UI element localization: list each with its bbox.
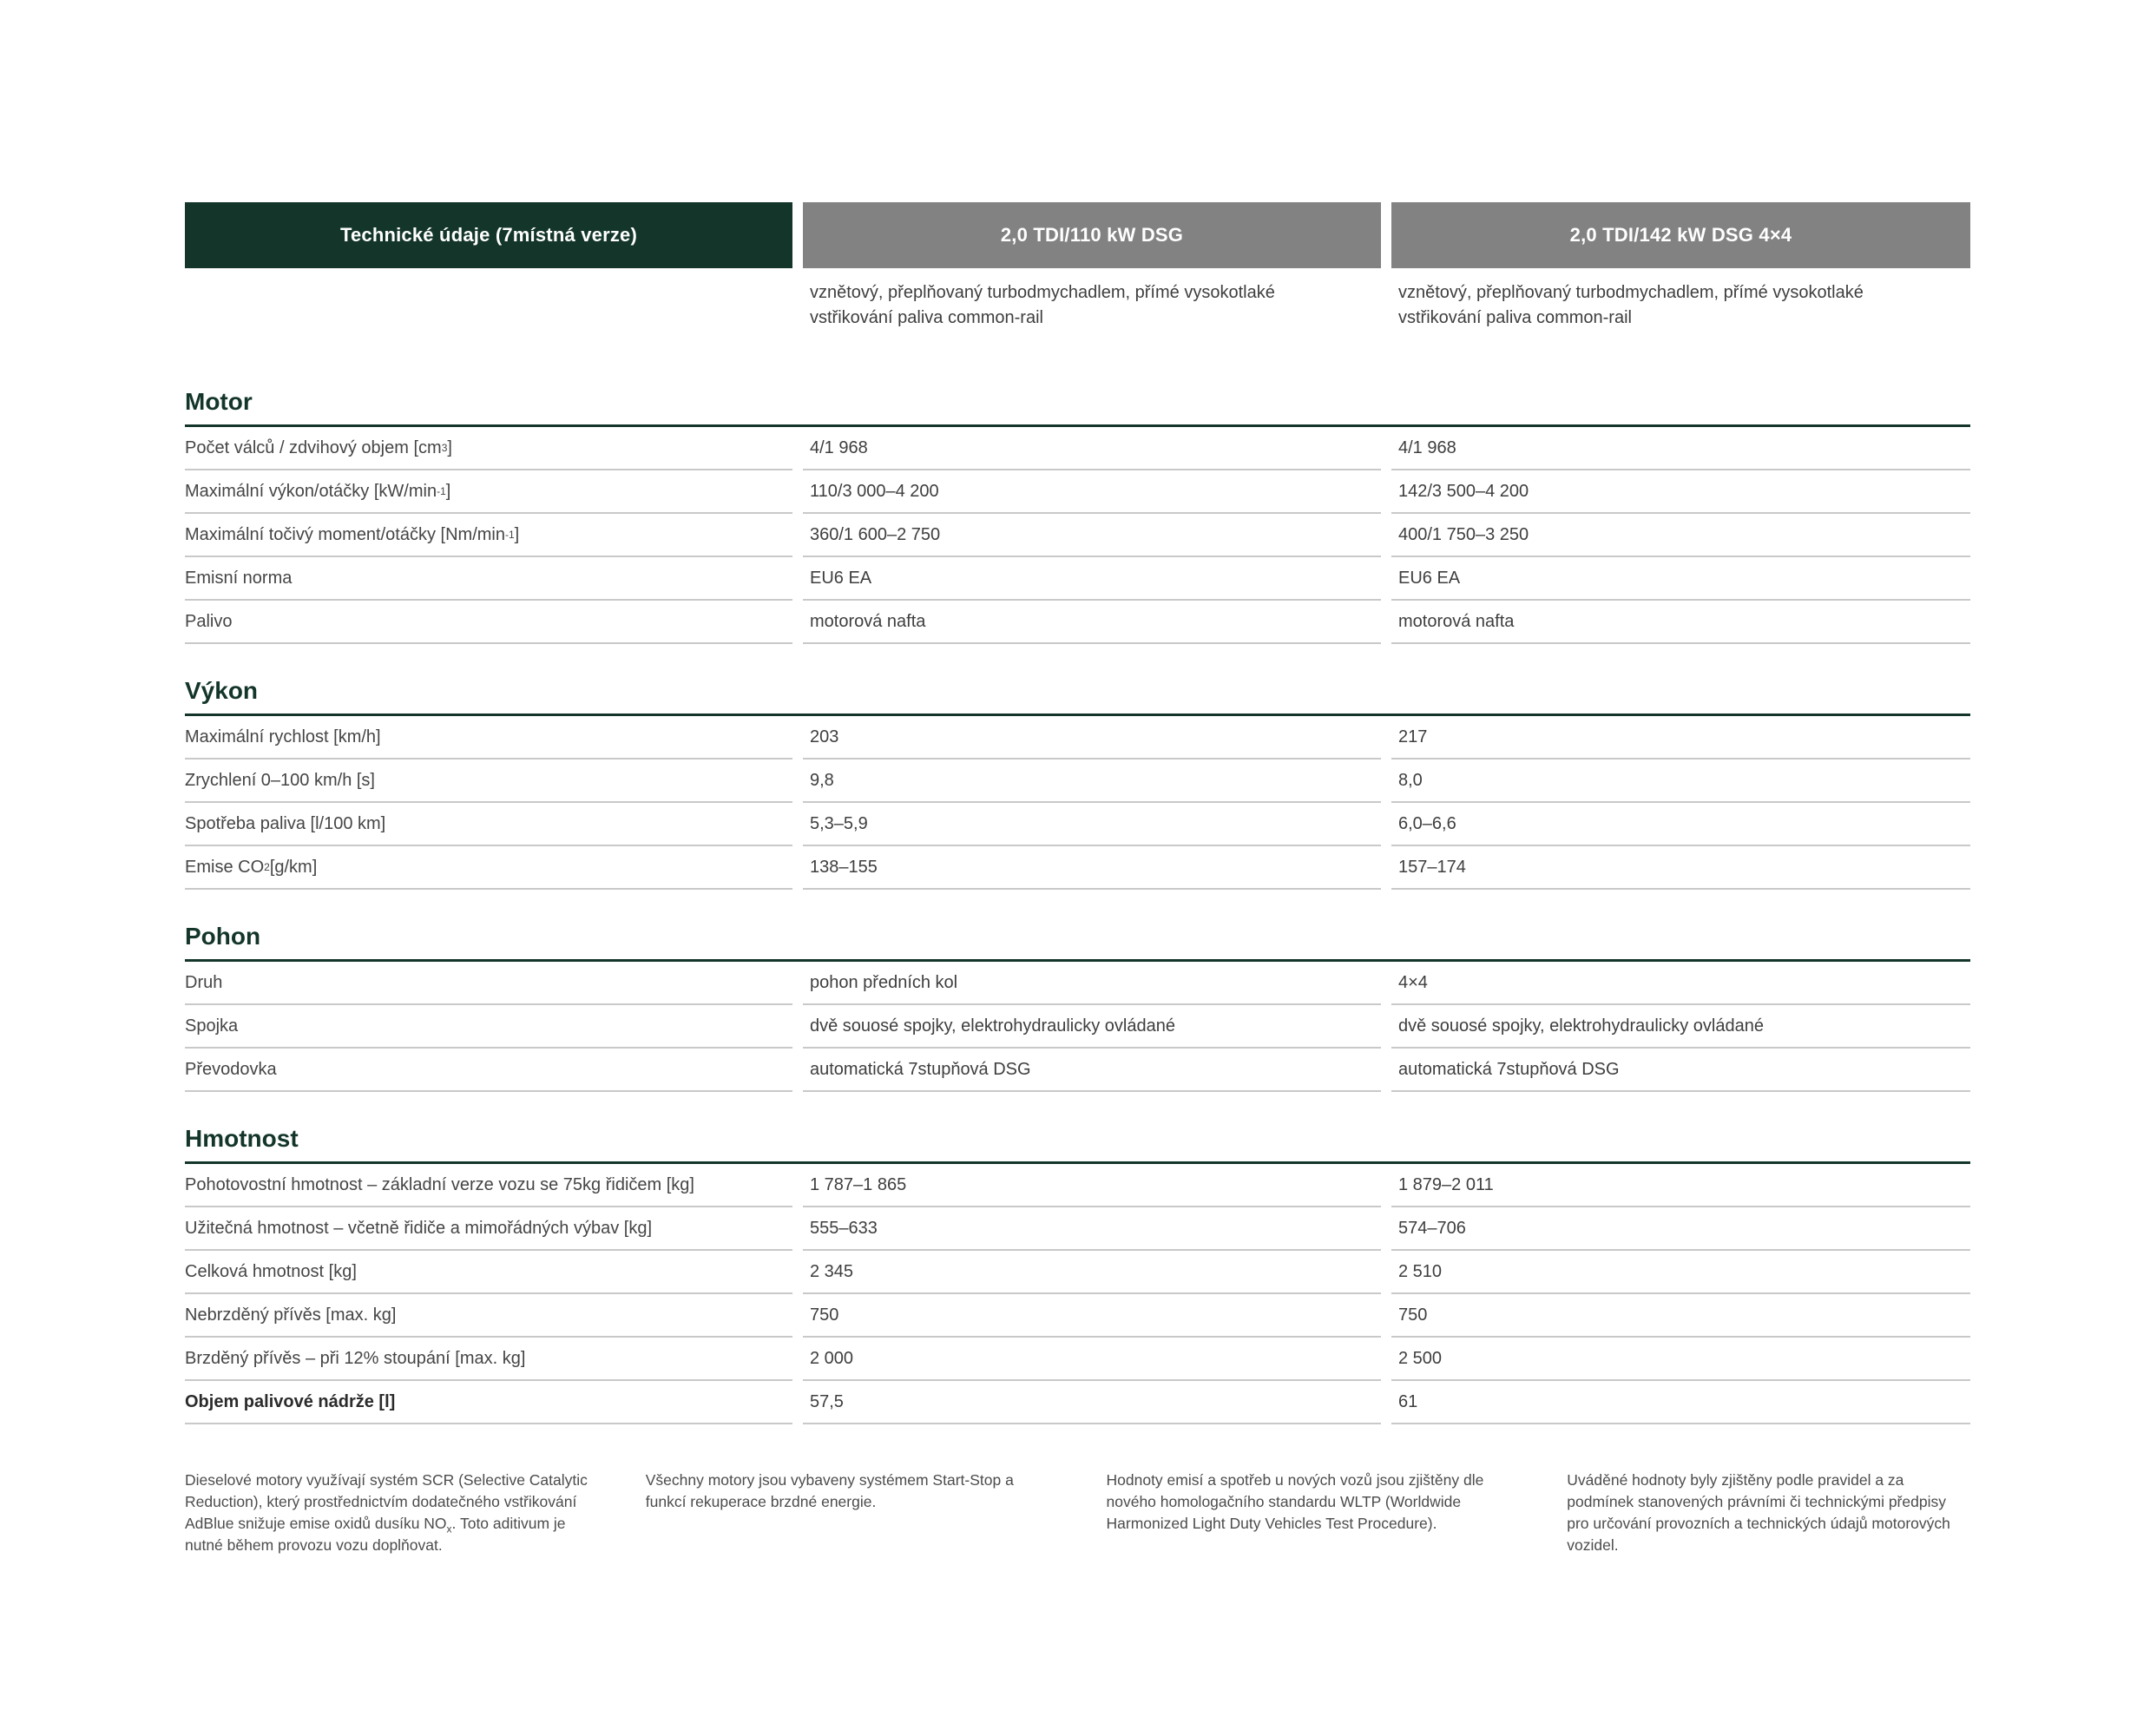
section-title: Výkon [185, 677, 1970, 716]
engine-description-1: vznětový, přeplňovaný turbodmychadlem, přímé vysokotlaké vstřikování paliva common-rail [810, 283, 1275, 327]
spec-row [185, 557, 1970, 601]
spec-value-col2: 750 [1391, 1294, 1970, 1338]
spec-label: Maximální rychlost [km/h] [185, 716, 792, 760]
spec-value-col2: 4×4 [1391, 962, 1970, 1005]
spec-row [185, 760, 1970, 803]
spec-label: Spotřeba paliva [l/100 km] [185, 803, 792, 846]
spec-value-col2: dvě souosé spojky, elektrohydraulicky ovládané [1391, 1005, 1970, 1049]
spec-row [185, 601, 1970, 644]
spec-value-col2: 157–174 [1391, 846, 1970, 890]
spec-value-col2: 400/1 750–3 250 [1391, 514, 1970, 557]
spec-value-col1: 750 [803, 1294, 1381, 1338]
spec-value-col2: 217 [1391, 716, 1970, 760]
spec-value-col2: motorová nafta [1391, 601, 1970, 644]
spec-value-col1: 138–155 [803, 846, 1381, 890]
spec-value-col1: 4/1 968 [803, 427, 1381, 470]
spec-table [185, 202, 1970, 1556]
spec-label: Druh [185, 962, 792, 1005]
spec-row [185, 1049, 1970, 1092]
spec-row [185, 716, 1970, 760]
section-title: Pohon [185, 923, 1970, 962]
spec-label: Zrychlení 0–100 km/h [s] [185, 760, 792, 803]
spec-value-col2: 6,0–6,6 [1391, 803, 1970, 846]
engine-column-header-2: 2,0 TDI/142 kW DSG 4×4 [1391, 202, 1970, 268]
spec-value-col2: 2 500 [1391, 1338, 1970, 1381]
spec-label: Celková hmotnost [kg] [185, 1251, 792, 1294]
spec-row [185, 803, 1970, 846]
section-title: Hmotnost [185, 1125, 1970, 1164]
engine-description-spacer [185, 280, 792, 331]
footnote-4: Uváděné hodnoty byly zjištěny podle pravidel a za podmínek stanovených právními či technickými předpisy pro určování provozních a technických údajů motorových vozidel. [1567, 1471, 1950, 1554]
section-title: Motor [185, 388, 1970, 427]
spec-value-col1: dvě souosé spojky, elektrohydraulicky ovládané [803, 1005, 1381, 1049]
spec-label: Maximální točivý moment/otáčky [Nm/min -1 ] [185, 514, 792, 557]
spec-value-col1: 5,3–5,9 [803, 803, 1381, 846]
footnotes [185, 1470, 1970, 1556]
spec-value-col1: EU6 EA [803, 557, 1381, 601]
engine-description-2: vznětový, přeplňovaný turbodmychadlem, přímé vysokotlaké vstřikování paliva common-rail [1398, 283, 1864, 327]
spec-label: Brzděný přívěs – při 12% stoupání [max. kg] [185, 1338, 792, 1381]
spec-value-col2: 4/1 968 [1391, 427, 1970, 470]
spec-row [185, 1164, 1970, 1207]
spec-label: Palivo [185, 601, 792, 644]
spec-value-col2: 574–706 [1391, 1207, 1970, 1251]
section-pohon [185, 923, 1970, 1092]
spec-value-col1: 9,8 [803, 760, 1381, 803]
spec-value-col1: 57,5 [803, 1381, 1381, 1424]
spec-value-col1: motorová nafta [803, 601, 1381, 644]
spec-label: Nebrzděný přívěs [max. kg] [185, 1294, 792, 1338]
footnote-2: Všechny motory jsou vybaveny systémem Start-Stop a funkcí rekuperace brzdné energie. [645, 1471, 1014, 1510]
spec-sections [185, 388, 1970, 1424]
spec-row [185, 1207, 1970, 1251]
spec-value-col1: automatická 7stupňová DSG [803, 1049, 1381, 1092]
spec-value-col2: 142/3 500–4 200 [1391, 470, 1970, 514]
engine-column-header-1: 2,0 TDI/110 kW DSG [803, 202, 1381, 268]
spec-label: Emise CO 2 [g/km] [185, 846, 792, 890]
spec-label: Objem palivové nádrže [l] [185, 1381, 792, 1424]
spec-row [185, 1294, 1970, 1338]
spec-label: Počet válců / zdvihový objem [cm 3 ] [185, 427, 792, 470]
section-motor [185, 388, 1970, 644]
section-vykon [185, 677, 1970, 890]
engine-description-row [185, 280, 1970, 331]
spec-label: Užitečná hmotnost – včetně řidiče a mimořádných výbav [kg] [185, 1207, 792, 1251]
spec-row [185, 1338, 1970, 1381]
spec-value-col2: 1 879–2 011 [1391, 1164, 1970, 1207]
section-hmotnost [185, 1125, 1970, 1424]
footnote-1: Dieselové motory využívají systém SCR (Selective Catalytic Reduction), který prostřednictvím dodatečného vstřikování AdBlue snižuje emise oxidů dusíku $NO_x$. Toto aditivum je nutné během provozu vozu doplňovat. [185, 1471, 588, 1554]
subscript: x [446, 1522, 452, 1535]
spec-row [185, 1005, 1970, 1049]
spec-value-col1: 110/3 000–4 200 [803, 470, 1381, 514]
spec-row [185, 427, 1970, 470]
spec-value-col2: 8,0 [1391, 760, 1970, 803]
footnote-3: Hodnoty emisí a spotřeb u nových vozů jsou zjištěny dle nového homologačního standardu WLTP (Worldwide Harmonized Light Duty Vehicles Test Procedure). [1106, 1471, 1484, 1532]
spec-label: Emisní norma [185, 557, 792, 601]
spec-value-col2: 61 [1391, 1381, 1970, 1424]
spec-value-col1: 1 787–1 865 [803, 1164, 1381, 1207]
spec-row [185, 514, 1970, 557]
spec-label: Spojka [185, 1005, 792, 1049]
spec-label: Převodovka [185, 1049, 792, 1092]
spec-value-col2: automatická 7stupňová DSG [1391, 1049, 1970, 1092]
spec-label: Pohotovostní hmotnost – základní verze vozu se 75kg řidičem [kg] [185, 1164, 792, 1207]
table-title-cell: Technické údaje (7místná verze) [185, 202, 792, 268]
spec-row [185, 846, 1970, 890]
spec-row [185, 1251, 1970, 1294]
spec-value-col1: 2 345 [803, 1251, 1381, 1294]
spec-value-col2: EU6 EA [1391, 557, 1970, 601]
spec-value-col1: 360/1 600–2 750 [803, 514, 1381, 557]
spec-label: Maximální výkon/otáčky [kW/min -1 ] [185, 470, 792, 514]
spec-row [185, 962, 1970, 1005]
spec-value-col1: pohon předních kol [803, 962, 1381, 1005]
spec-value-col1: 555–633 [803, 1207, 1381, 1251]
table-header-row [185, 202, 1970, 268]
spec-value-col1: 203 [803, 716, 1381, 760]
spec-value-col2: 2 510 [1391, 1251, 1970, 1294]
spec-value-col1: 2 000 [803, 1338, 1381, 1381]
spec-row [185, 470, 1970, 514]
spec-row [185, 1381, 1970, 1424]
